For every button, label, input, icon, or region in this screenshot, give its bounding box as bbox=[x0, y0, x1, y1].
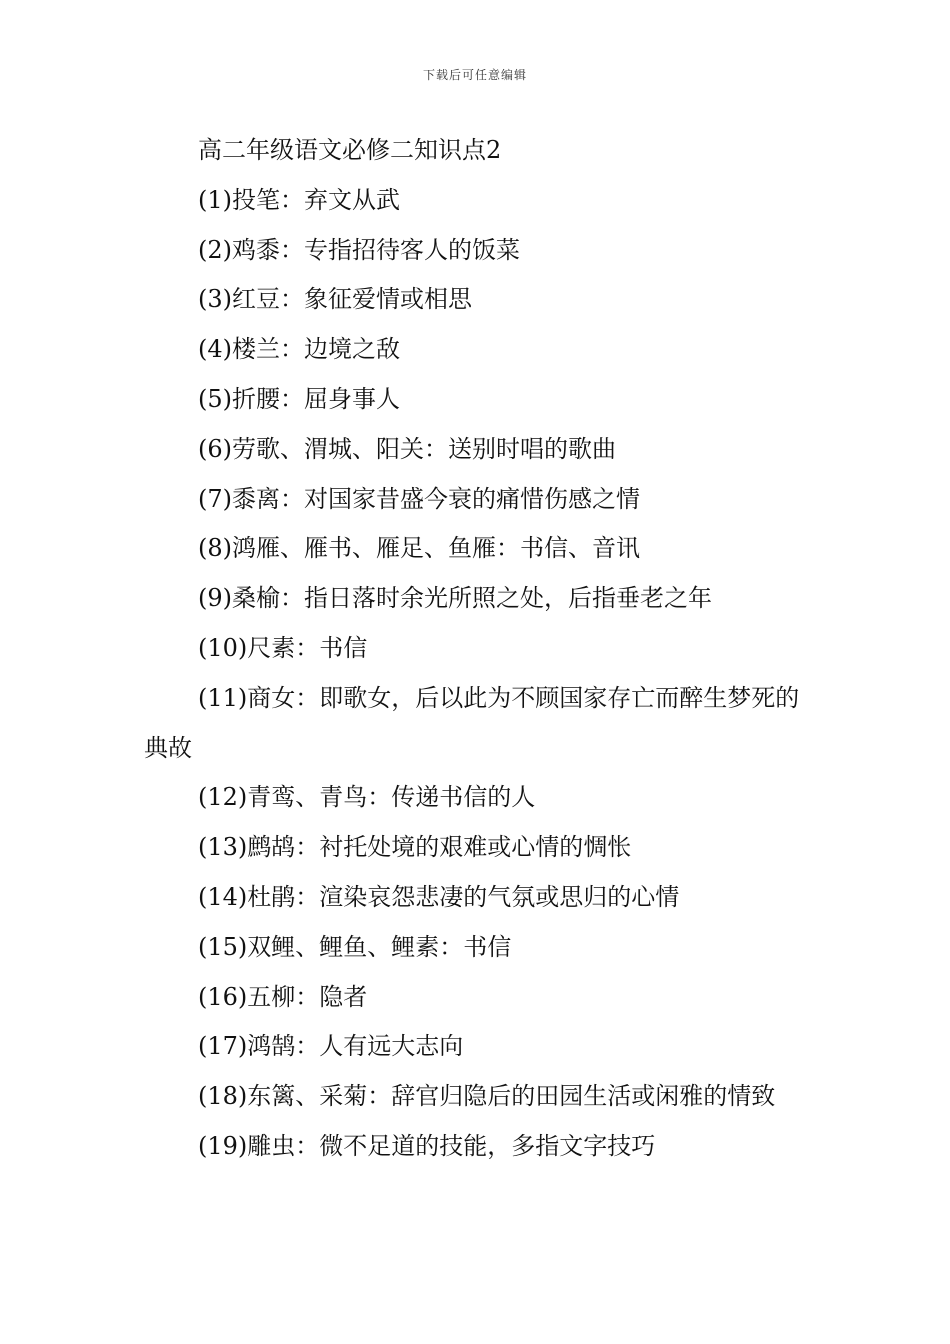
list-item: (13)鹧鸪：衬托处境的艰难或心情的惆怅 bbox=[198, 833, 632, 862]
list-item: (14)杜鹃：渲染哀怨悲凄的气氛或思归的心情 bbox=[198, 882, 680, 911]
list-item: (18)东篱、采菊：辞官归隐后的田园生活或闲雅的情致 bbox=[198, 1082, 776, 1111]
list-item: (2)鸡黍：专指招待客人的饭菜 bbox=[198, 235, 520, 264]
list-item: (6)劳歌、渭城、阳关：送别时唱的歌曲 bbox=[198, 434, 616, 463]
list-item: (1)投笔：弃文从武 bbox=[198, 185, 400, 214]
list-item: (12)青鸾、青鸟：传递书信的人 bbox=[198, 783, 536, 812]
list-item: (11)商女：即歌女，后以此为不顾国家存亡而醉生梦死的典故 bbox=[144, 683, 800, 762]
list-item: (5)折腰：屈身事人 bbox=[198, 384, 400, 413]
list-item: (7)黍离：对国家昔盛今衰的痛惜伤感之情 bbox=[198, 484, 640, 513]
document-body bbox=[144, 126, 810, 1172]
header-note: 下载后可任意编辑 bbox=[422, 68, 527, 82]
list-item: (19)雕虫：微不足道的技能，多指文字技巧 bbox=[198, 1131, 656, 1160]
list-item: (9)桑榆：指日落时余光所照之处，后指垂老之年 bbox=[198, 584, 712, 613]
list-item: (15)双鲤、鲤鱼、鲤素：书信 bbox=[198, 932, 512, 961]
list-item: (3)红豆：象征爱情或相思 bbox=[198, 285, 472, 314]
list-item: (4)楼兰：边境之敌 bbox=[198, 335, 400, 364]
list-item: (16)五柳：隐者 bbox=[198, 982, 368, 1011]
list-item: (17)鸿鹄：人有远大志向 bbox=[198, 1032, 464, 1061]
list-item: (10)尺素：书信 bbox=[198, 633, 368, 662]
document-title: 高二年级语文必修二知识点2 bbox=[198, 136, 502, 164]
list-item: (8)鸿雁、雁书、雁足、鱼雁：书信、音讯 bbox=[198, 534, 640, 563]
